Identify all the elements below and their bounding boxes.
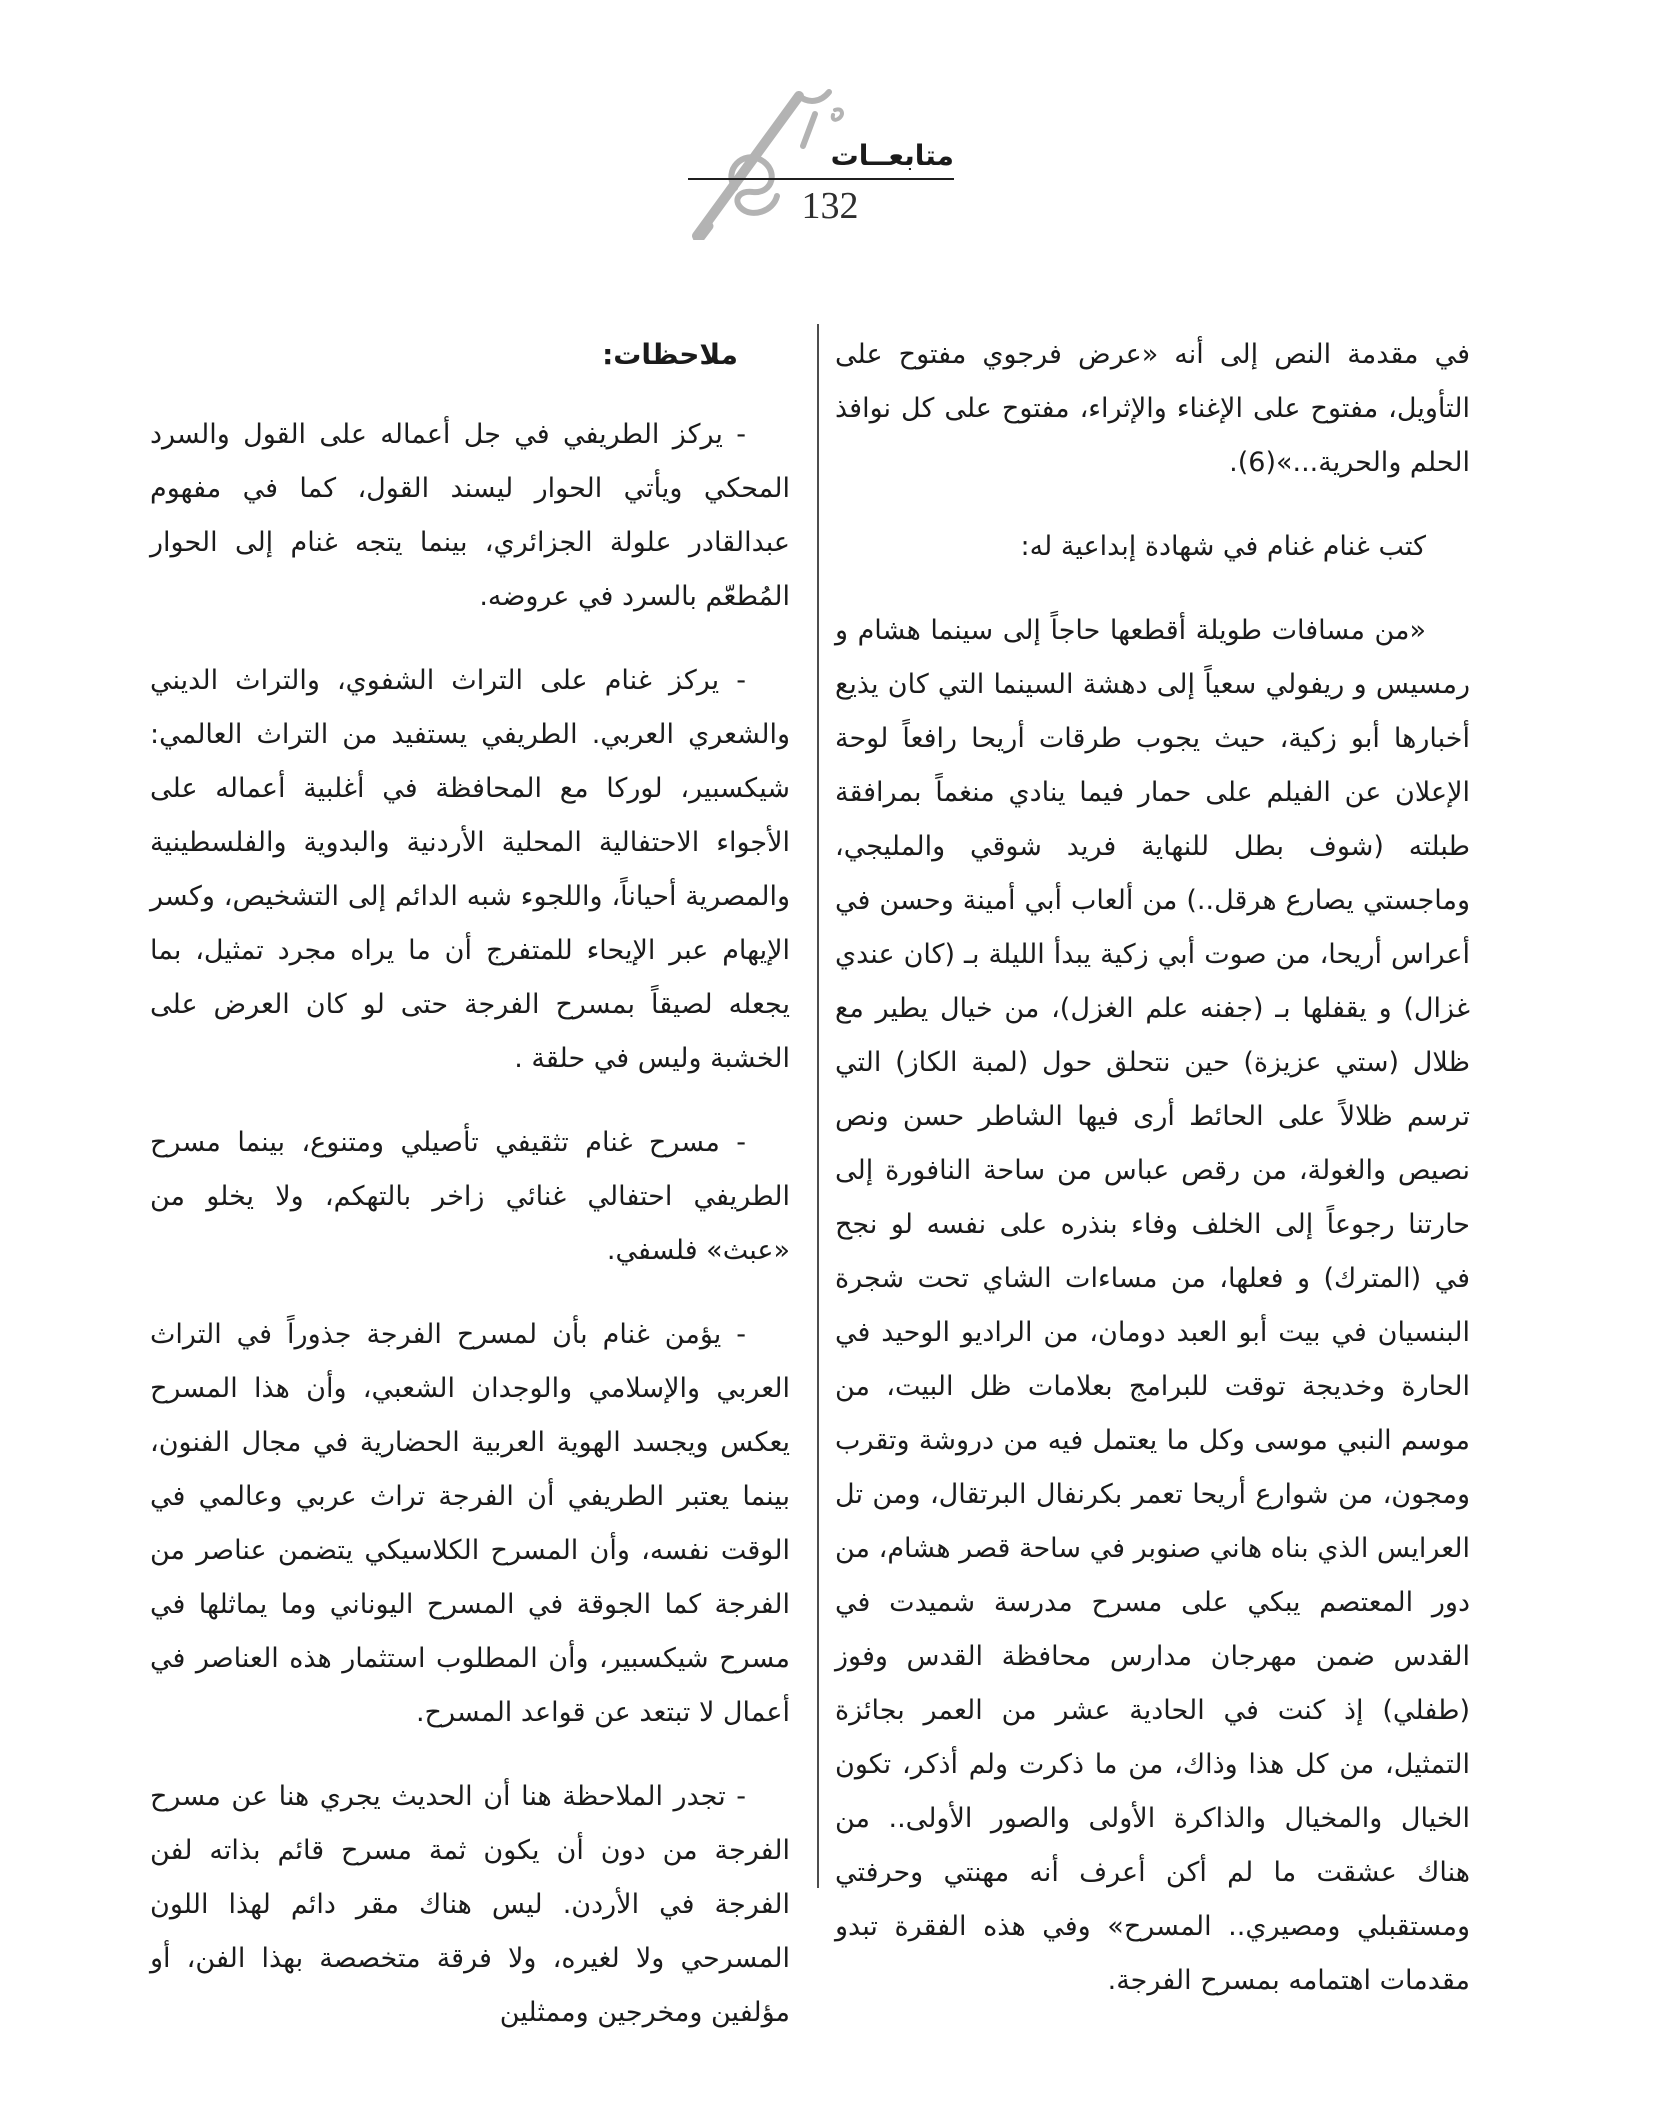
note-item: - مسرح غنام تثقيفي تأصيلي ومتنوع، بينما مسرح الطريفي احتفالي غنائي زاخر بالتهكم، ولا يخلو من «عبث» فلسفي. <box>150 1127 790 1266</box>
column-divider <box>817 324 819 1888</box>
notes-heading: ملاحظات: <box>602 338 738 371</box>
left-column <box>150 328 790 2070</box>
note-item: - يؤمن غنام بأن لمسرح الفرجة جذوراً في التراث العربي والإسلامي والوجدان الشعبي، وأن هذا المسرح يعكس ويجسد الهوية العربية الحضارية في مجال الفنون، بينما يعتبر الطريفي أن الفرجة تراث عربي وعالمي في الوقت نفسه، وأن المسرح الكلاسيكي يتضمن عناصر من الفرجة كما الجوقة في المسرح اليوناني وما يماثلها في مسرح شيكسبير، وأن المطلوب استثمار هذه العناصر في أعمال لا تبتعد عن قواعد المسرح. <box>150 1319 790 1728</box>
right-column <box>835 328 1470 2038</box>
paragraph: في مقدمة النص إلى أنه «عرض فرجوي مفتوح على التأويل، مفتوح على الإغناء والإثراء، مفتوح على كل نوافذ الحلم والحرية...»(6). <box>835 339 1470 478</box>
paragraph: كتب غنام غنام في شهادة إبداعية له: <box>1020 531 1426 562</box>
page-number: 132 <box>801 185 859 227</box>
paragraph: «من مسافات طويلة أقطعها حاجاً إلى سينما هشام و رمسيس و ريفولي سعياً إلى دهشة السينما التي كان يذيع أخبارها أبو زكية، حيث يجوب طرقات أريحا رافعاً لوحة الإعلان عن الفيلم على حمار فيما ينادي منغماً بمرافقة طبلته (شوف بطل للنهاية فريد شوقي والمليجي، وماجستي يصارع هرقل..) من ألعاب أبي أمينة وحسن في أعراس أريحا، من صوت أبي زكية يبدأ الليلة بـ (كان عندي غزال) و يقفلها بـ (جفنه علم الغزل)، من خيال يطير مع ظلال (ستي عزيزة) حين نتحلق حول (لمبة الكاز) التي ترسم ظلالاً على الحائط أرى فيها الشاطر حسن ونص نصيص والغولة، من رقص عباس من ساحة النافورة إلى حارتنا رجوعاً إلى الخلف وفاء بنذره على نفسه لو نجح في (المترك) و فعلها، من مساءات الشاي تحت شجرة البنسيان في بيت أبو العبد دومان، من الراديو الوحيد في الحارة وخديجة توقت للبرامج بعلامات ظل البيت، من موسم النبي موسى وكل ما يعتمل فيه من دروشة وتقرب ومجون، من شوارع أريحا تعمر بكرنفال البرتقال، ومن تل العرايس الذي بناه هاني صنوبر في ساحة قصر هشام، من دور المعتصم يبكي على مسرح مدرسة شميدت في القدس ضمن مهرجان مدارس محافظة القدس وفوز (طفلي) إذ كنت في الحادية عشر من العمر بجائزة التمثيل، من كل هذا وذاك، من ما ذكرت ولم أذكر، تكون الخيال والمخيال والذاكرة الأولى والصور الأولى.. من هناك عشقت ما لم أكن أعرف أنه مهنتي وحرفتي ومستقبلي ومصيري.. المسرح» وفي هذه الفقرة تبدو مقدمات اهتمامه بمسرح الفرجة. <box>835 615 1470 1996</box>
note-item: - تجدر الملاحظة هنا أن الحديث يجري هنا عن مسرح الفرجة من دون أن يكون ثمة مسرح قائم بذاته لفن الفرجة في الأردن. ليس هناك مقر دائم لهذا اللون المسرحي ولا لغيره، ولا فرقة متخصصة بهذا الفن، أو مؤلفين ومخرجين وممثلين <box>150 1781 790 2028</box>
note-item: - يركز غنام على التراث الشفوي، والتراث الديني والشعري العربي. الطريفي يستفيد من التراث العالمي: شيكسبير، لوركا مع المحافظة في أغلبية أعماله على الأجواء الاحتفالية المحلية الأردنية والبدوية والفلسطينية والمصرية أحياناً، واللجوء شبه الدائم إلى التشخيص، وكسر الإيهام عبر الإيحاء للمتفرج أن ما يراه مجرد تمثيل، بما يجعله لصيقاً بمسرح الفرجة حتى لو كان العرض على الخشبة وليس في حلقة . <box>150 665 790 1074</box>
header-rule <box>688 178 954 180</box>
note-item: - يركز الطريفي في جل أعماله على القول والسرد المحكي ويأتي الحوار ليسند القول، كما في مفهوم عبدالقادر علولة الجزائري، بينما يتجه غنام إلى الحوار المُطعّم بالسرد في عروضه. <box>150 419 790 612</box>
section-label: متابعــات <box>830 139 954 172</box>
